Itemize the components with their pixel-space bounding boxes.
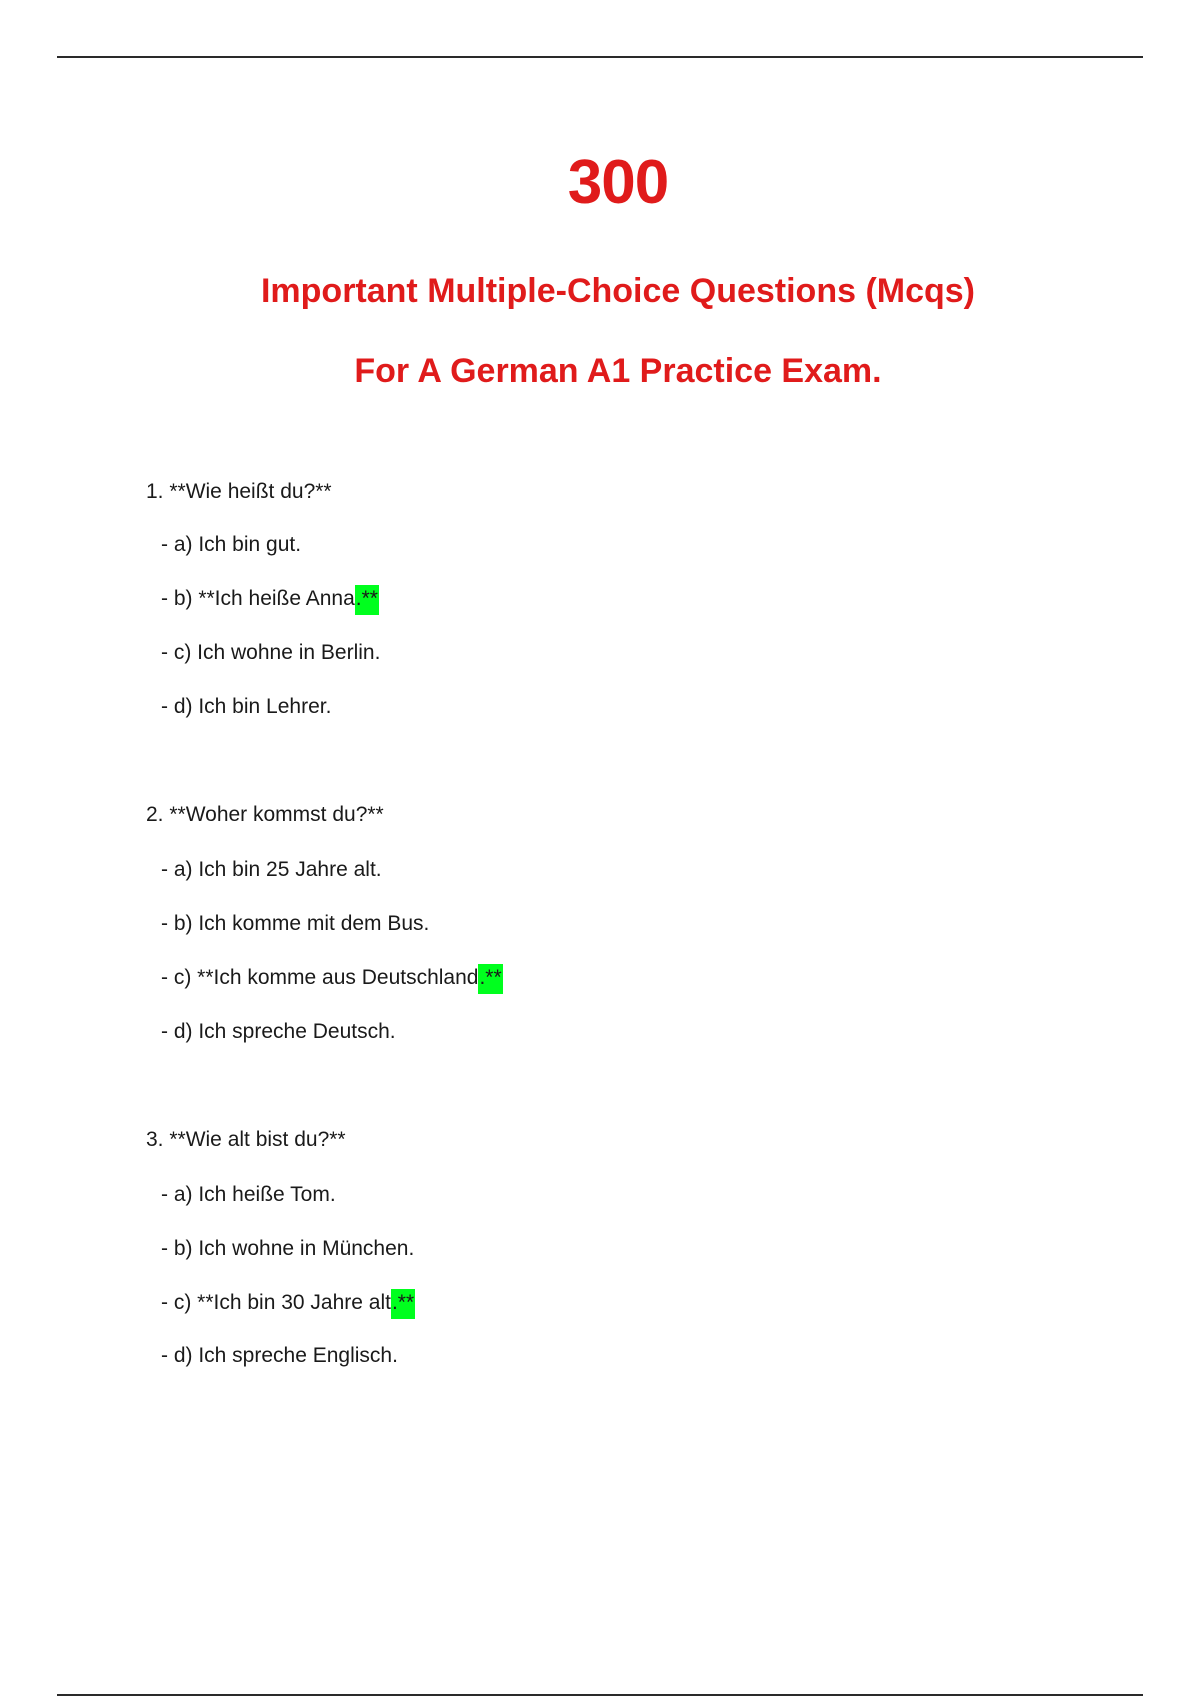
- question-3-option-d: - d) Ich spreche Englisch.: [161, 1344, 398, 1367]
- question-3: 3. **Wie alt bist du?**: [146, 1128, 346, 1151]
- question-1-option-a: - a) Ich bin gut.: [161, 533, 302, 556]
- top-rule: [57, 56, 1143, 58]
- question-1: 1. **Wie heißt du?**: [146, 480, 332, 503]
- title-line-2: For A German A1 Practice Exam.: [354, 352, 882, 390]
- title-number: 300: [567, 148, 669, 217]
- question-3-option-c: - c) **Ich bin 30 Jahre alt.**: [161, 1292, 415, 1313]
- bottom-rule: [57, 1694, 1143, 1696]
- question-1-option-b: - b) **Ich heiße Anna.**: [161, 588, 379, 609]
- answer-highlight: .**: [391, 1289, 415, 1319]
- question-3-option-a: - a) Ich heiße Tom.: [161, 1183, 336, 1206]
- question-2: 2. **Woher kommst du?**: [146, 803, 384, 826]
- question-2-option-b: - b) Ich komme mit dem Bus.: [161, 912, 430, 935]
- question-2-option-c: - c) **Ich komme aus Deutschland.**: [161, 967, 503, 988]
- question-1-option-c: - c) Ich wohne in Berlin.: [161, 641, 381, 664]
- question-2-option-a: - a) Ich bin 25 Jahre alt.: [161, 858, 382, 881]
- question-3-option-b: - b) Ich wohne in München.: [161, 1237, 415, 1260]
- answer-highlight: .**: [478, 964, 502, 994]
- question-1-option-d: - d) Ich bin Lehrer.: [161, 695, 332, 718]
- question-2-option-d: - d) Ich spreche Deutsch.: [161, 1020, 396, 1043]
- title-line-1: Important Multiple-Choice Questions (Mcqs): [260, 272, 976, 310]
- answer-highlight: .**: [355, 585, 379, 615]
